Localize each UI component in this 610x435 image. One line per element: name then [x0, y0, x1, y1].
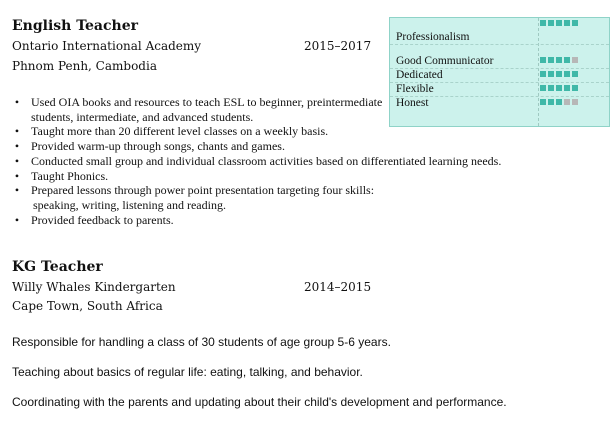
job-title: KG Teacher — [12, 259, 103, 275]
list-item: • Used OIA books and resources to teach ESL to beginner, preintermediate — [12, 95, 512, 110]
bullet-icon: • — [14, 124, 20, 139]
skill-level-empty — [572, 99, 578, 105]
bullet-icon: • — [14, 183, 20, 198]
bullet-icon: • — [14, 153, 20, 168]
description-paragraph: Teaching about basics of regular life: eating, talking, and behavior. — [12, 365, 363, 379]
skill-level-filled — [540, 71, 546, 77]
skill-level-empty — [564, 99, 570, 105]
list-item: • Taught more than 20 different level classes on a weekly basis. — [12, 124, 512, 139]
list-item-continuation: speaking, writing, listening and reading. — [33, 197, 226, 212]
skill-level-filled — [540, 20, 546, 26]
bullet-icon: • — [14, 139, 20, 154]
skill-name: Professionalism — [396, 31, 470, 43]
skill-level-filled — [556, 57, 562, 63]
skill-level-filled — [540, 99, 546, 105]
job-organization: Ontario International Academy — [12, 39, 202, 53]
job-location: Cape Town, South Africa — [12, 299, 163, 313]
skill-level-filled — [556, 20, 562, 26]
job-dates: 2014–2015 — [304, 280, 372, 294]
list-item: • Provided feedback to parents. — [12, 213, 512, 228]
job-dates: 2015–2017 — [304, 39, 372, 53]
job-title: English Teacher — [12, 18, 138, 34]
bullet-icon: • — [14, 168, 20, 183]
bullet-icon: • — [14, 95, 20, 109]
skill-level-filled — [548, 71, 554, 77]
skill-level-filled — [548, 57, 554, 63]
skill-level-filled — [548, 85, 554, 91]
skill-name: Dedicated — [396, 69, 443, 81]
skill-level-empty — [572, 57, 578, 63]
skill-level-filled — [572, 20, 578, 26]
skill-level-filled — [564, 85, 570, 91]
skill-row — [390, 27, 609, 45]
skill-row — [390, 68, 609, 83]
skill-name: Good Communicator — [396, 55, 494, 67]
bullet-icon: • — [14, 212, 20, 227]
job-location: Phnom Penh, Cambodia — [12, 59, 157, 73]
skill-level-filled — [572, 85, 578, 91]
skill-level-filled — [564, 57, 570, 63]
list-item: • Provided warm-up through songs, chants and games. — [12, 139, 512, 154]
description-paragraph: Coordinating with the parents and updating about their child's development and performance. — [12, 395, 507, 409]
skill-name: Honest — [396, 97, 429, 109]
skill-level-filled — [556, 85, 562, 91]
skill-level-filled — [564, 71, 570, 77]
skill-row — [390, 54, 609, 69]
skill-level-filled — [556, 71, 562, 77]
description-paragraph: Responsible for handling a class of 30 students of age group 5-6 years. — [12, 335, 391, 349]
skill-row — [390, 96, 609, 110]
skill-level-filled — [548, 99, 554, 105]
list-item: • Conducted small group and individual classroom activities based on differentiated learning needs. — [12, 154, 512, 169]
list-item-continuation: students, intermediate, and advanced students. — [31, 109, 254, 124]
skill-row — [390, 82, 609, 97]
skill-level-filled — [572, 71, 578, 77]
skill-level-filled — [564, 20, 570, 26]
skill-name: Flexible — [396, 83, 434, 95]
skill-level-filled — [548, 20, 554, 26]
skill-row-empty — [390, 45, 609, 53]
skill-level-filled — [556, 99, 562, 105]
skill-level-filled — [540, 85, 546, 91]
list-item: • Prepared lessons through power point presentation targeting four skills: — [12, 183, 512, 198]
list-item: • Taught Phonics. — [12, 169, 512, 184]
job-organization: Willy Whales Kindergarten — [12, 280, 176, 294]
skill-level-filled — [540, 57, 546, 63]
skills-panel — [389, 17, 610, 127]
